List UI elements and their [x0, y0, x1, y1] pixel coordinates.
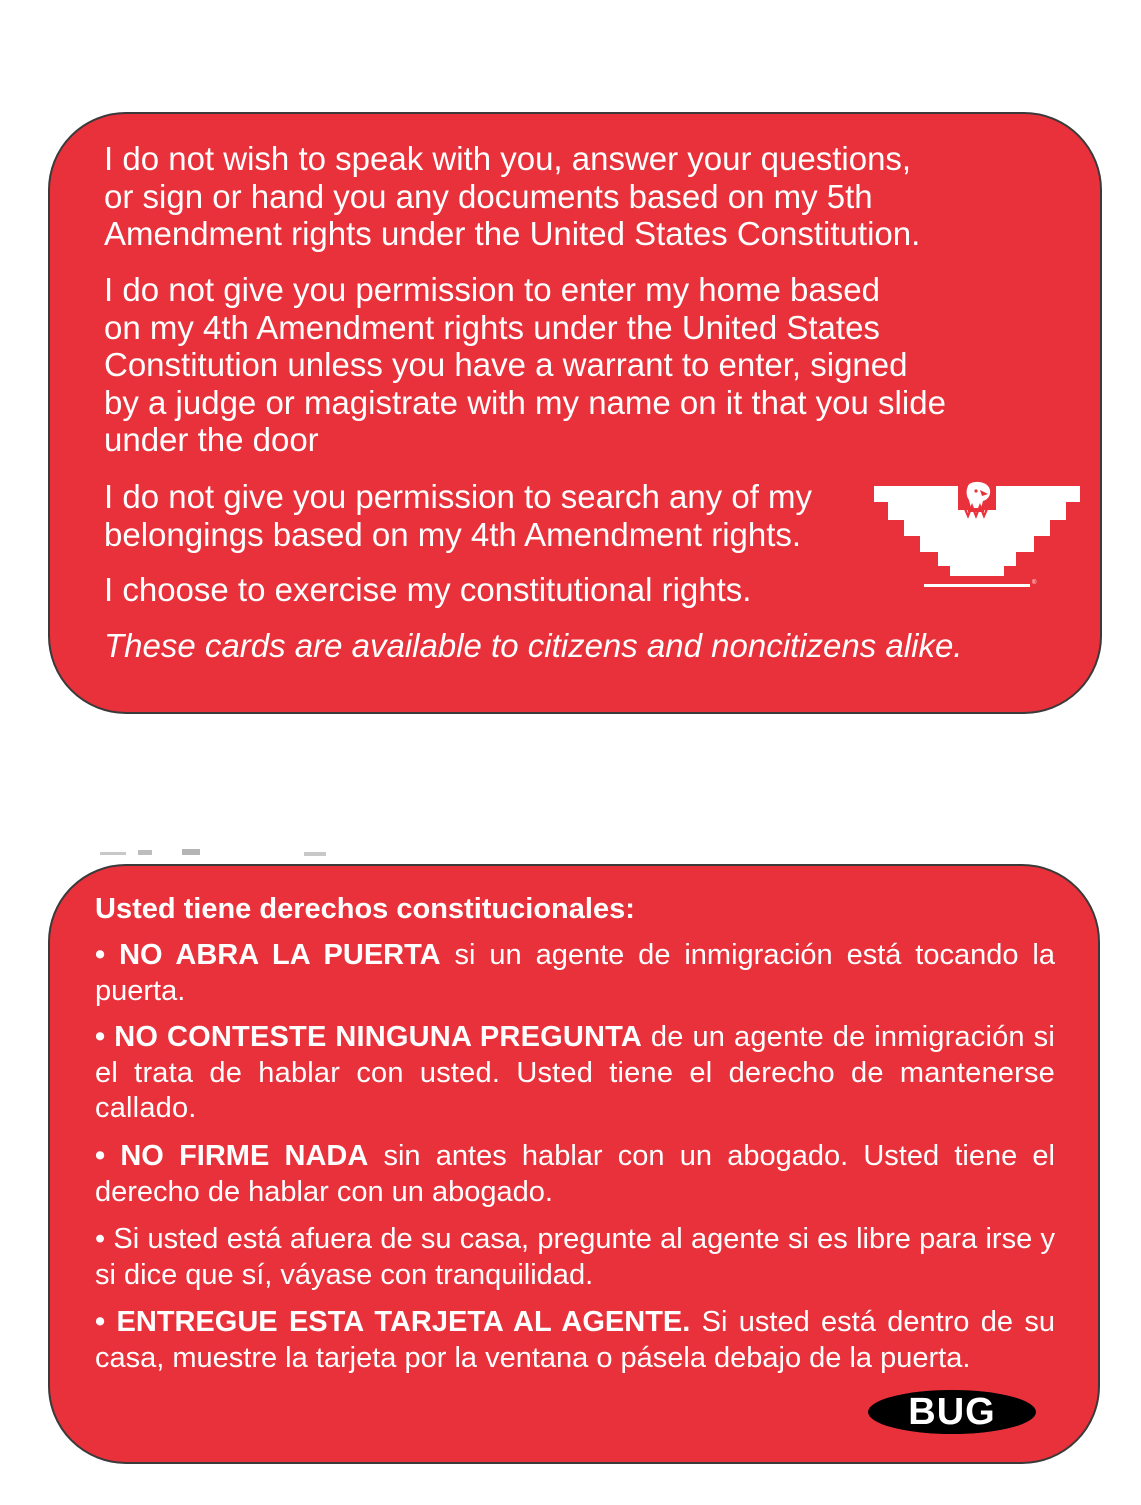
bullet-afuera — [95, 1222, 1055, 1293]
bullet-text: • Si usted está afuera de su casa, pregunte al agente si es libre para irse y si dice que sí, váyase con tranquilidad. — [95, 1223, 1055, 1291]
bullet-text: si un agente de inmigración está tocando la puerta. — [95, 939, 1055, 1007]
bullet-no-firme — [95, 1139, 1055, 1210]
availability-note: These cards are available to citizens and noncitizens alike. — [104, 627, 963, 664]
fifth-amendment-statement: I do not wish to speak with you, answer your questions, or sign or hand you any documents based on my 5th Amendment rights under the United States Constitution. — [104, 140, 921, 252]
bullet-bold: • NO ABRA LA PUERTA — [95, 939, 441, 971]
bullet-text: sin antes hablar con un abogado. Usted tiene el derecho de hablar con un abogado. — [95, 1140, 1056, 1208]
bullet-entregue — [95, 1305, 1055, 1376]
bug-badge: BUG — [868, 1390, 1036, 1434]
spanish-heading: Usted tiene derechos constitucionales: — [95, 893, 635, 925]
svg-text:®: ® — [1032, 580, 1037, 586]
bullet-no-abra — [95, 938, 1055, 1009]
bullet-no-conteste — [95, 1020, 1055, 1127]
bullet-text: Si usted está dentro de su casa, muestre la tarjeta por la ventana o pásela debajo de la puerta. — [95, 1306, 1055, 1374]
english-rights-card — [48, 112, 1102, 714]
bullet-bold: • NO CONTESTE NINGUNA PREGUNTA — [95, 1021, 643, 1053]
spanish-rights-card — [48, 864, 1100, 1464]
home-entry-statement: I do not give you permission to enter my home based on my 4th Amendment rights under the United States Constitution unless you have a warrant to enter, signed by a judge or magistrate with my name on it that you slide under the door — [104, 271, 946, 458]
exercise-rights-statement: I choose to exercise my constitutional rights. — [104, 571, 752, 608]
bullet-bold: • NO FIRME NADA — [95, 1140, 369, 1172]
bullet-bold: • ENTREGUE ESTA TARJETA AL AGENTE. — [95, 1306, 691, 1338]
search-statement: I do not give you permission to search any of my belongings based on my 4th Amendment rights. — [104, 478, 813, 553]
bullet-text: de un agente de inmigración si el trata de hablar con usted. Usted tiene el derecho de mantenerse callado. — [95, 1021, 1055, 1124]
decorative-smudge — [98, 846, 338, 860]
eagle-icon — [872, 480, 1082, 592]
